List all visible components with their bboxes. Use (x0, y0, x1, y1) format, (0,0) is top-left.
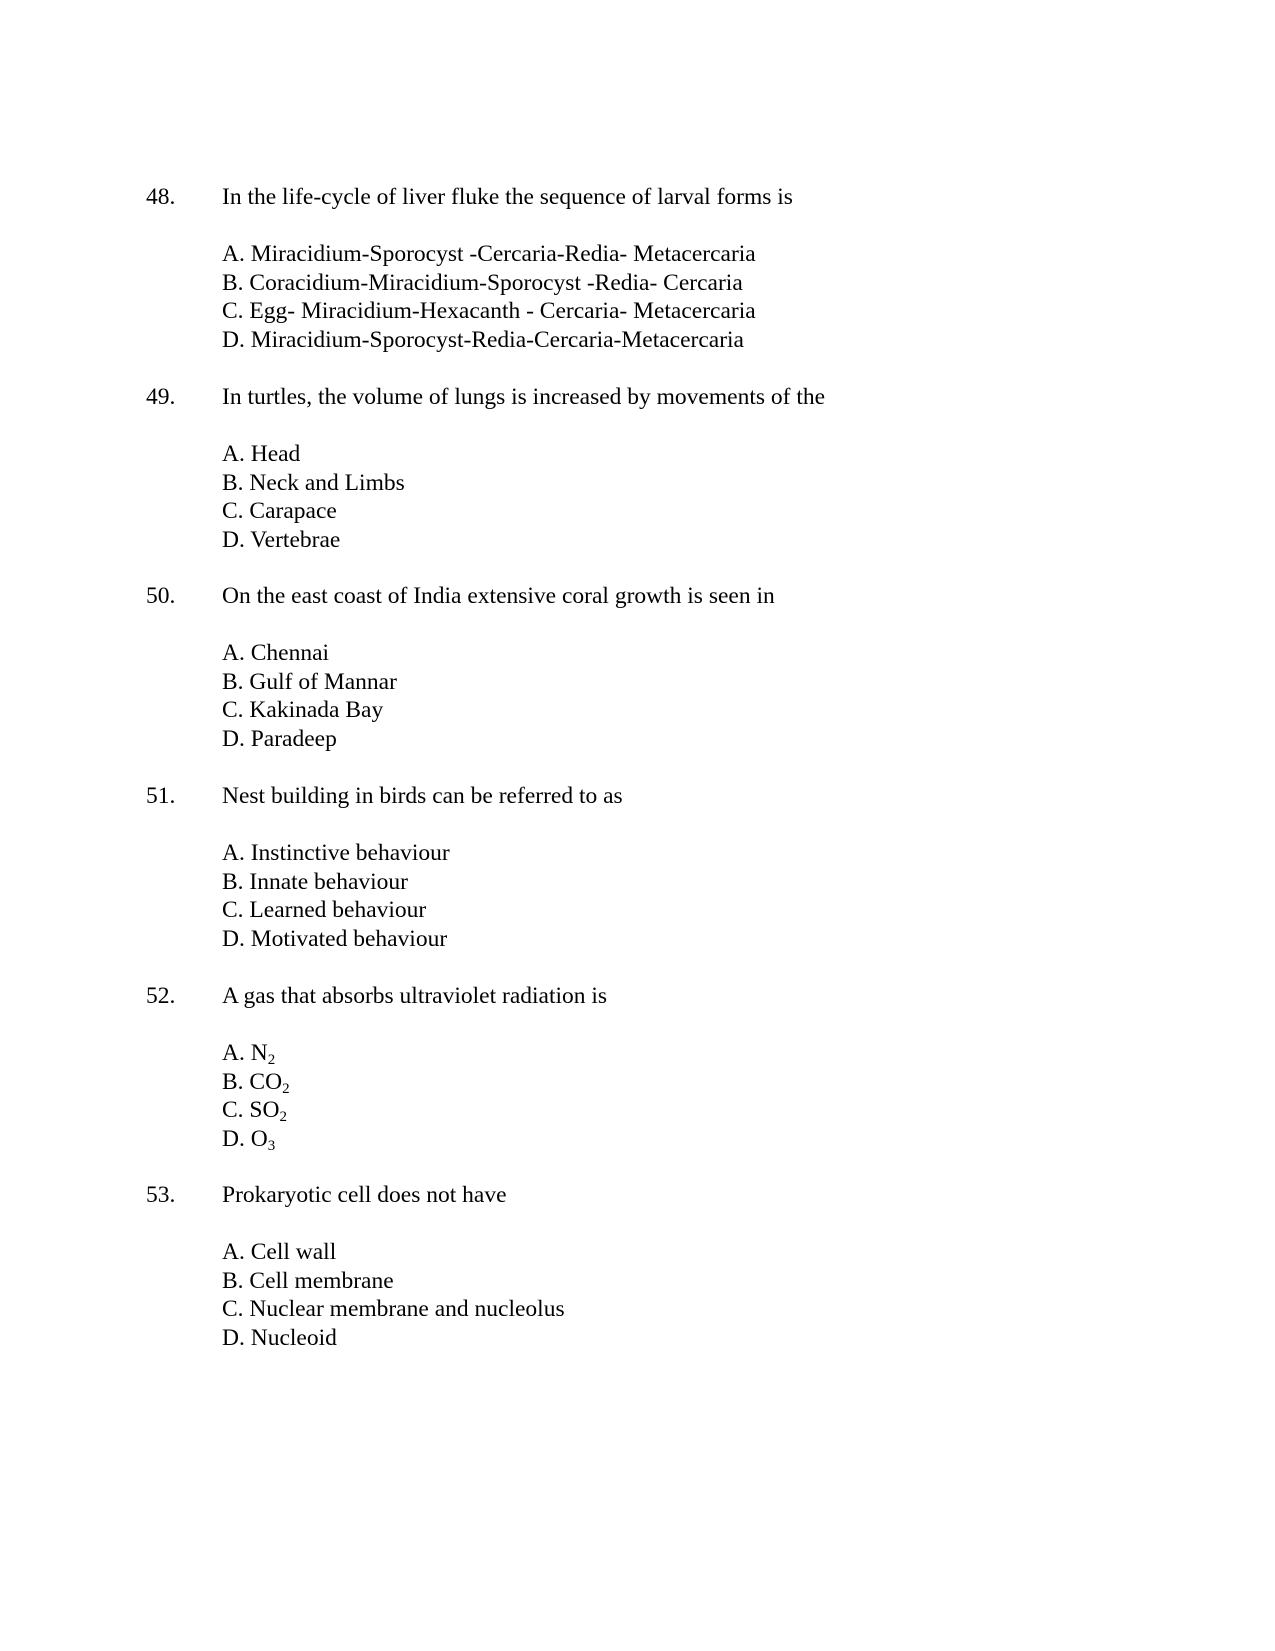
question-text: In turtles, the volume of lungs is increased by movements of the (222, 384, 826, 410)
option-d: D. Paradeep (222, 725, 337, 752)
question-number: 50. (146, 583, 176, 609)
question-number: 53. (146, 1182, 176, 1208)
option-d: D. Motivated behaviour (222, 925, 448, 952)
option-list (222, 240, 756, 354)
question-number: 49. (146, 384, 176, 410)
option-d (222, 1125, 290, 1154)
option-d: D. Miracidium-Sporocyst-Redia-Cercaria-Metacercaria (222, 326, 744, 353)
option-c: C. Kakinada Bay (222, 697, 384, 724)
subscript: 2 (279, 1109, 287, 1126)
option-b (222, 1068, 290, 1097)
subscript: 3 (267, 1137, 276, 1154)
option-a: A. Instinctive behaviour (222, 840, 450, 866)
option-a: A. Head (222, 441, 301, 467)
option-label: D. O (222, 1125, 268, 1152)
option-label: A. N (222, 1040, 268, 1066)
option-label: C. SO (222, 1097, 280, 1124)
option-c: C. Egg- Miracidium-Hexacanth - Cercaria- Metacercaria (222, 298, 756, 325)
option-a: A. Cell wall (222, 1239, 337, 1265)
option-label: B. CO (222, 1068, 283, 1095)
question-text: Nest building in birds can be referred to as (222, 783, 623, 809)
option-list (222, 440, 405, 554)
option-list (222, 1238, 565, 1352)
option-c: C. Carapace (222, 498, 337, 525)
option-a (222, 1039, 290, 1068)
subscript: 2 (282, 1080, 290, 1097)
option-list (222, 639, 397, 753)
question-number: 48. (146, 184, 176, 210)
option-b: B. Innate behaviour (222, 868, 408, 895)
question-text: On the east coast of India extensive coral growth is seen in (222, 583, 775, 609)
option-list (222, 839, 450, 953)
option-d: D. Nucleoid (222, 1324, 337, 1351)
option-b: B. Gulf of Mannar (222, 668, 397, 695)
subscript: 2 (267, 1052, 276, 1068)
option-b: B. Coracidium-Miracidium-Sporocyst -Redia- Cercaria (222, 269, 743, 296)
option-list (222, 1039, 290, 1153)
option-b: B. Neck and Limbs (222, 469, 405, 496)
option-b: B. Cell membrane (222, 1267, 394, 1294)
option-c: C. Learned behaviour (222, 897, 427, 924)
option-d: D. Vertebrae (222, 526, 341, 553)
question-text: In the life-cycle of liver fluke the sequence of larval forms is (222, 184, 793, 210)
question-text: A gas that absorbs ultraviolet radiation is (222, 983, 608, 1009)
option-c (222, 1096, 290, 1125)
question-text: Prokaryotic cell does not have (222, 1182, 507, 1208)
option-a: A. Miracidium-Sporocyst -Cercaria-Redia- Metacercaria (222, 241, 756, 267)
question-number: 52. (146, 983, 176, 1009)
option-a: A. Chennai (222, 640, 330, 666)
question-number: 51. (146, 783, 176, 809)
option-c: C. Nuclear membrane and nucleolus (222, 1296, 565, 1323)
